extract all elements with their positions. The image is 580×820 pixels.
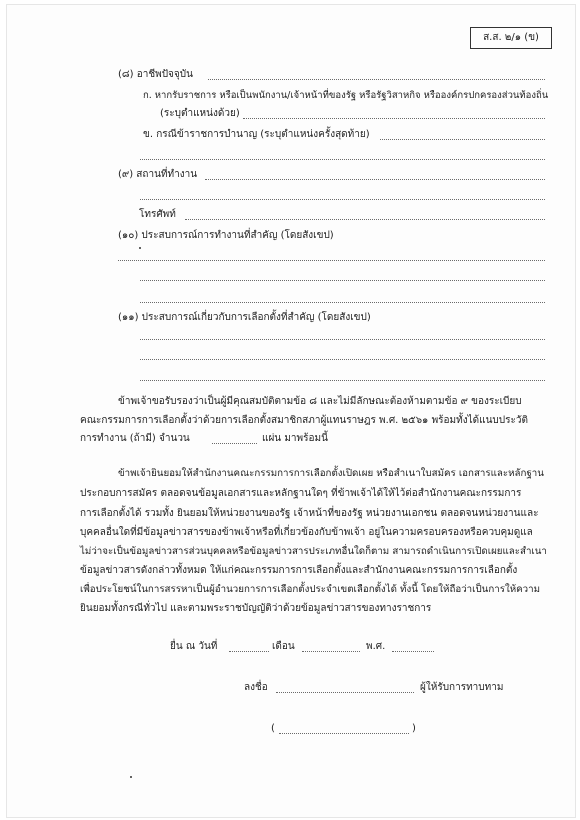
submit-month-label: เดือน bbox=[272, 641, 295, 652]
submit-year-label: พ.ศ. bbox=[366, 641, 386, 652]
certify-line-3-start: การทำงาน (ถ้ามี) จำนวน bbox=[80, 433, 190, 444]
consent-line-7: เพื่อประโยชน์ในการสรรหาเป็นผู้อำนวยการการเลือกตั้งประจำเขตเลือกตั้งได้ ทั้งนี้ โดยให้ถือว่าเป็นการให้ความ bbox=[80, 584, 541, 595]
form-page bbox=[6, 4, 576, 818]
stray-mark bbox=[130, 776, 132, 778]
consent-line-6: ข้อมูลข่าวสารดังกล่าวทั้งหมด ให้แก่คณะกรรมการการเลือกตั้งและสำนักงานคณะกรรมการการเลือกตั้ง bbox=[80, 565, 518, 576]
section-8-item-a-note: (ระบุตำแหน่งด้วย) bbox=[160, 108, 240, 119]
printed-name-field[interactable] bbox=[279, 733, 409, 734]
submit-day-label: ยื่น ณ วันที่ bbox=[170, 641, 218, 652]
government-position-field[interactable] bbox=[243, 118, 545, 119]
submit-month-field[interactable] bbox=[302, 651, 360, 652]
certify-line-2: คณะกรรมการการเลือกตั้งว่าด้วยการเลือกตั้งสมาชิกสภาผู้แทนราษฎร พ.ศ. ๒๕๖๑ พร้อมทั้งได้แนบประวัติ bbox=[80, 415, 528, 426]
consent-line-3: การเลือกตั้งได้ รวมทั้ง ยินยอมให้หน่วยงานของรัฐ เจ้าหน้าที่ของรัฐ หน่วยงานเอกชน ตลอดจนหน่วยงานและ bbox=[80, 508, 539, 519]
workplace-field[interactable] bbox=[205, 179, 545, 180]
certify-line-1: ข้าพเจ้าขอรับรองว่าเป็นผู้มีคุณสมบัติตามข้อ ๘ และไม่มีลักษณะต้องห้ามตามข้อ ๙ ของระเบียบ bbox=[118, 396, 522, 407]
signature-field[interactable] bbox=[276, 692, 414, 693]
name-open-paren: ( bbox=[271, 723, 275, 734]
work-experience-field-1[interactable] bbox=[118, 260, 545, 261]
section-8-item-b: ข. กรณีข้าราชการบำนาญ (ระบุตำแหน่งครั้งสุดท้าย) bbox=[143, 129, 370, 140]
section-11-title: (๑๑) ประสบการณ์เกี่ยวกับการเลือกตั้งที่สำคัญ (โดยสังเขป) bbox=[118, 312, 371, 323]
section-8-item-a: ก. หากรับราชการ หรือเป็นพนักงาน/เจ้าหน้าที่ของรัฐ หรือรัฐวิสาหกิจ หรือองค์กรปกครองส่วนท้องถิ่น bbox=[143, 90, 549, 101]
pension-position-field-line2[interactable] bbox=[140, 159, 545, 160]
form-code-box: ส.ส. ๒/๑ (ข) bbox=[470, 27, 552, 49]
workplace-field-line2[interactable] bbox=[140, 199, 545, 200]
section-9-title: (๙) สถานที่ทำงาน bbox=[118, 169, 198, 180]
signature-role-label: ผู้ให้รับการทาบทาม bbox=[420, 682, 504, 693]
section-8-title: (๘) อาชีพปัจจุบัน bbox=[118, 69, 193, 80]
consent-line-4: บุคคลอื่นใดที่มีข้อมูลข่าวสารของข้าพเจ้าหรือที่เกี่ยวข้องกับข้าพเจ้า อยู่ในความครอบครองหรือควบคุมดูแล bbox=[80, 527, 533, 538]
election-experience-field-3[interactable] bbox=[140, 380, 545, 381]
certify-line-3-end: แผ่น มาพร้อมนี้ bbox=[262, 433, 328, 444]
section-10-title: (๑๐) ประสบการณ์การทำงานที่สำคัญ (โดยสังเขป) bbox=[118, 230, 334, 241]
work-experience-field-2[interactable] bbox=[140, 280, 545, 281]
name-close-paren: ) bbox=[412, 723, 416, 734]
work-experience-field-3[interactable] bbox=[140, 302, 545, 303]
consent-line-8: ยินยอมทั้งกรณีทั่วไป และตามพระราชบัญญัติว่าด้วยข้อมูลข่าวสารของทางราชการ bbox=[80, 603, 432, 614]
phone-field[interactable] bbox=[185, 219, 545, 220]
election-experience-field-2[interactable] bbox=[140, 359, 545, 360]
submit-day-field[interactable] bbox=[229, 651, 269, 652]
election-experience-field-1[interactable] bbox=[140, 339, 545, 340]
consent-line-1: ข้าพเจ้ายินยอมให้สำนักงานคณะกรรมการการเลือกตั้งเปิดเผย หรือสำเนาใบสมัคร เอกสารและหลักฐาน bbox=[118, 468, 544, 479]
phone-label: โทรศัพท์ bbox=[139, 209, 176, 220]
consent-line-2: ประกอบการสมัคร ตลอดจนข้อมูลเอกสารและหลักฐานใดๆ ที่ข้าพเจ้าได้ให้ไว้ต่อสำนักงานคณะกรรมการ bbox=[80, 488, 522, 499]
signature-label: ลงชื่อ bbox=[244, 682, 268, 693]
pension-position-field[interactable] bbox=[380, 139, 545, 140]
submit-year-field[interactable] bbox=[392, 651, 434, 652]
section-10-dot-mark bbox=[139, 247, 141, 249]
occupation-field[interactable] bbox=[208, 79, 545, 80]
attached-pages-count-field[interactable] bbox=[212, 443, 257, 444]
consent-line-5: ไม่ว่าจะเป็นข้อมูลข่าวสารส่วนบุคคลหรือข้อมูลข่าวสารประเภทอื่นใดก็ตาม สามารถดำเนินการเปิดเผยและสำเนา bbox=[80, 546, 547, 557]
